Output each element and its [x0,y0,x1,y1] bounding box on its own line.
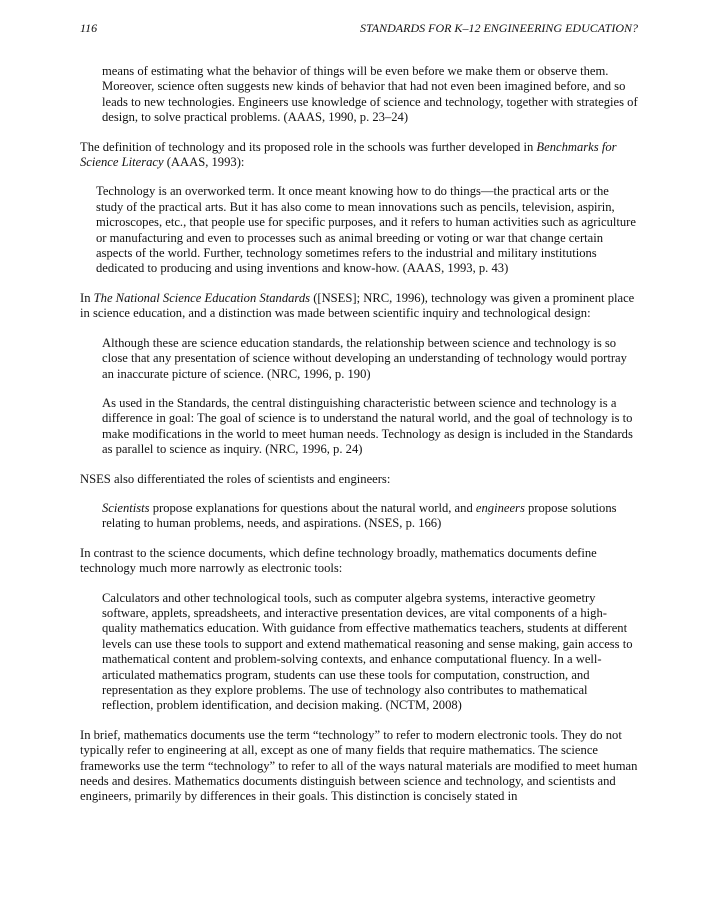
paragraph-text: The definition of technology and its proposed role in the schools was further developed in [80,139,537,154]
running-title: STANDARDS FOR K–12 ENGINEERING EDUCATION? [360,21,638,35]
page-number: 116 [80,21,98,35]
block-quote-nses-166 [102,501,638,532]
paragraph-benchmarks [80,140,638,171]
block-quote-aaas-1993: Technology is an overworked term. It once meant knowing how to do things—the practical arts or the study of the practical arts. But it has also come to mean innovations such as pencils, television, aspirin, microscopes, etc., that people use for specific purposes, and it refers to human activities such as agriculture or manufacturing and even to processes such as animal breeding or voting or war that change certain aspects of the world. Further, technology sometimes refers to the industrial and military institutions dedicated to producing and using inventions and know-how. (AAAS, 1993, p. 43) [96,184,636,276]
paragraph-text: (AAAS, 1993): [163,155,245,170]
book-title-benchmarks: Benchmarks for Science Literacy [80,139,617,170]
paragraph-nses [80,291,638,322]
quote-text: propose explanations for questions about the natural world, and [149,500,476,515]
paragraph-roles: NSES also differentiated the roles of scientists and engineers: [80,471,391,486]
page-body [80,64,638,805]
block-quote-nrc-24: As used in the Standards, the central distinguishing characteristic between science and technology is a difference in goal: The goal of science is to understand the natural world, and the goal of technology is to make modifications in the world to meet human needs. Technology as design is included in the Standards as parallel to science as inquiry. (NRC, 1996, p. 24) [102,395,633,457]
page-header [80,21,638,37]
book-title-nses: The National Science Education Standards [93,290,311,305]
block-quote-aaas-1990: means of estimating what the behavior of things will be even before we make them or observe them. Moreover, science often suggests new kinds of behavior that had not even been imagined before, and so leads to new technologies. Engineers use knowledge of science and technology, together with strategies of design, to solve practical problems. (AAAS, 1990, p. 23–24) [102,64,638,125]
term-engineers: engineers [475,500,525,515]
paragraph-text: ([NSES]; NRC, 1996), technology was given a prominent place in science education, and a distinction was made between scientific inquiry and technological design: [80,290,635,321]
paragraph-summary: In brief, mathematics documents use the term “technology” to refer to modern electronic tools. They do not typically refer to engineering at all, except as one of many fields that require mathematics. The science frameworks use the term “technology” to refer to all of the ways natural materials are modified to meet human needs and desires. Mathematics documents distinguish between science and technology, and scientists and engineers, primarily by differences in their goals. This distinction is concisely stated in [80,727,638,804]
quote-text: propose solutions relating to human problems, needs, and aspirations. (NSES, p. 166) [102,500,617,531]
block-quote-nrc-190: Although these are science education standards, the relationship between science and technology is so close that any presentation of science without developing an understanding of technology would portray an inaccurate picture of science. (NRC, 1996, p. 190) [102,335,627,381]
paragraph-math-docs: In contrast to the science documents, which define technology broadly, mathematics documents define technology much more narrowly as electronic tools: [80,545,597,576]
paragraph-text: In [80,290,94,305]
block-quote-nctm-2008: Calculators and other technological tools, such as computer algebra systems, interactive geometry software, applets, spreadsheets, and interactive presentation devices, are vital components of a high-quality mathematics education. With guidance from effective mathematics teachers, students at different levels can use these tools to support and extend mathematical reasoning and sense making, gain access to mathematical content and problem-solving contexts, and enhance computational fluency. In a well-articulated mathematics program, students can use these tools for computation, construction, and representation as they explore problems. The use of technology also contributes to mathematical reflection, problem identification, and decision making. (NCTM, 2008) [102,590,633,713]
term-scientists: Scientists [102,500,150,515]
